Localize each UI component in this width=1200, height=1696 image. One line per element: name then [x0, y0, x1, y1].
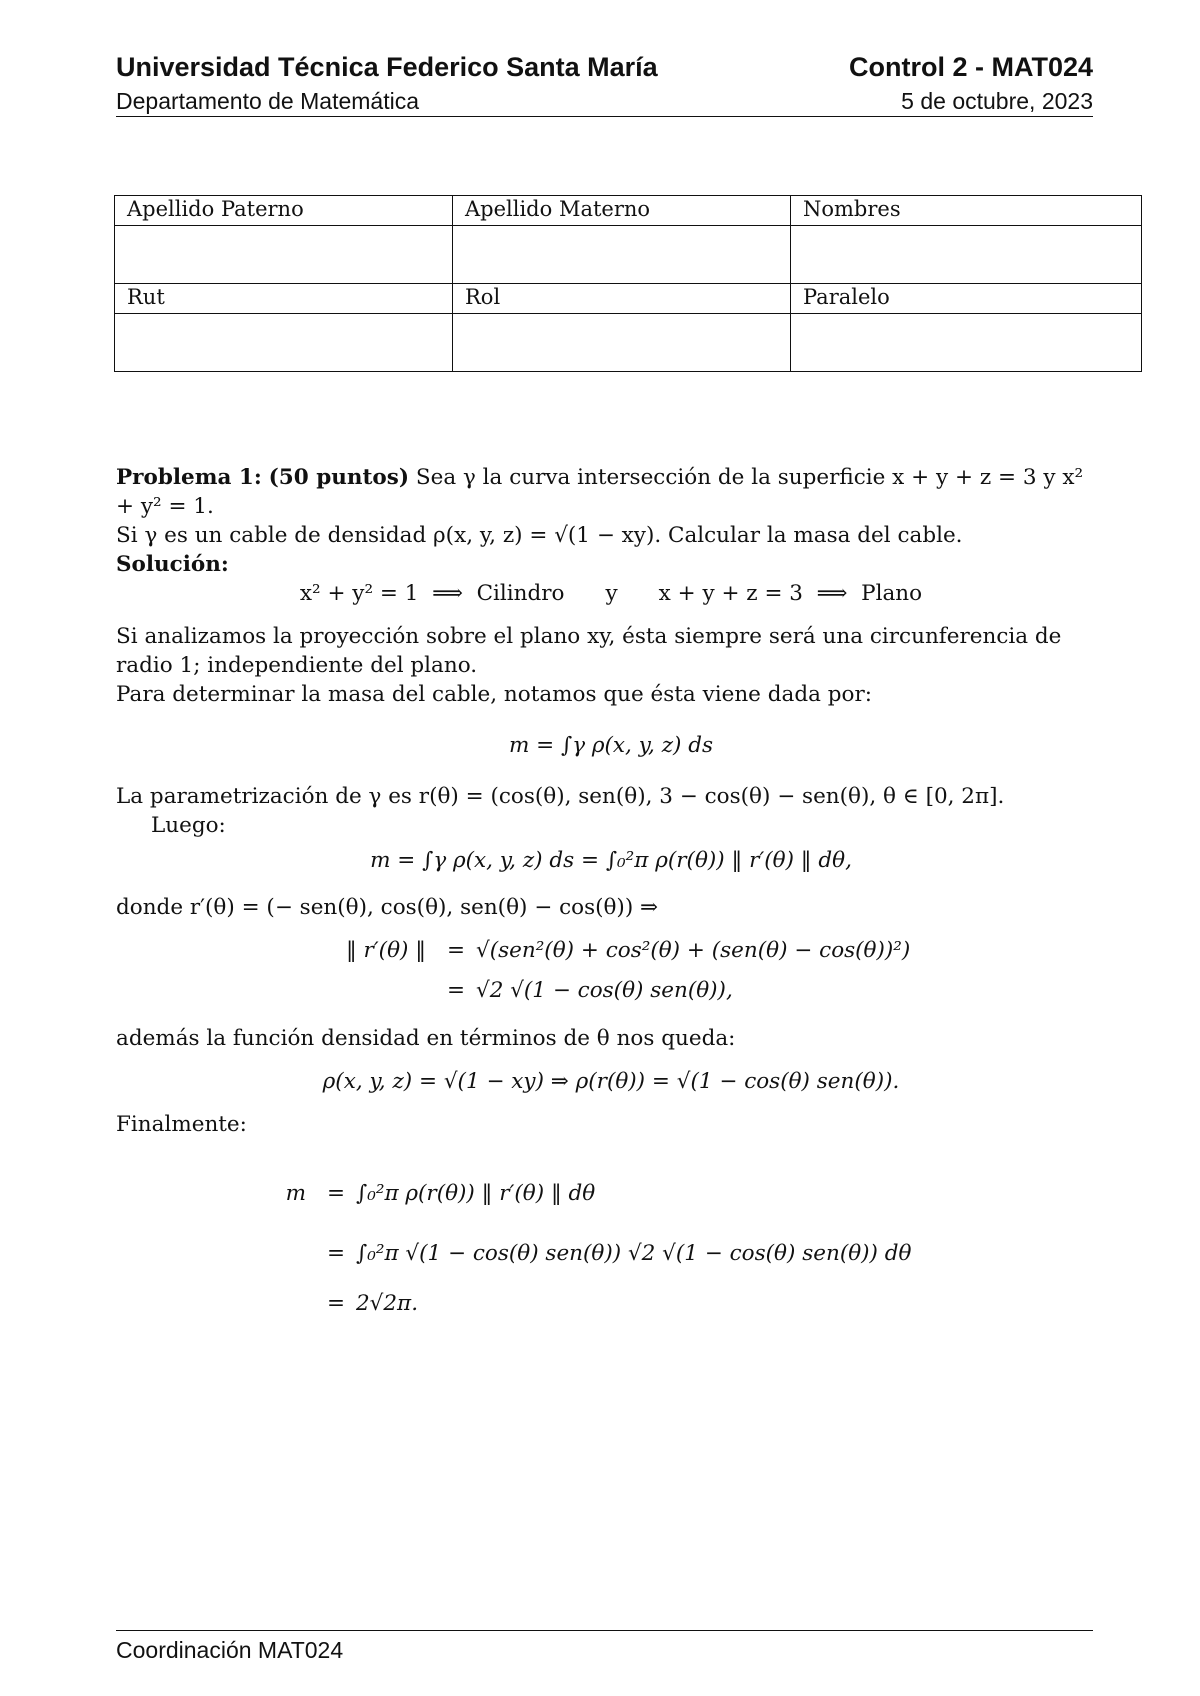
- footer-text: Coordinación MAT024: [116, 1637, 344, 1663]
- problem-body: [116, 463, 1106, 1331]
- exam-date: 5 de octubre, 2023: [901, 88, 1093, 114]
- text-finally: Finalmente:: [116, 1112, 247, 1137]
- equation-surfaces: x² + y² = 1 ⟹ Cilindro y x + y + z = 3 ⟹ Plano: [299, 581, 923, 606]
- field-apellido-paterno[interactable]: [115, 226, 453, 284]
- norm-step-2: √2 √(1 − cos(θ) sen(θ)),: [476, 977, 733, 1003]
- text-derivative: donde r′(θ) = (− sen(θ), cos(θ), sen(θ) − cos(θ)) ⇒: [116, 895, 659, 920]
- field-apellido-materno[interactable]: [453, 226, 791, 284]
- text-projection: Si analizamos la proyección sobre el plano xy, ésta siempre será una circunferencia de radio 1; independiente del plano.: [116, 624, 1062, 678]
- header-divider: [116, 116, 1093, 117]
- equation-density: ρ(x, y, z) = √(1 − xy) ⇒ ρ(r(θ)) = √(1 − cos(θ) sen(θ)).: [322, 1069, 900, 1094]
- label-rol: Rol: [453, 284, 791, 314]
- label-apellido-paterno: Apellido Paterno: [115, 196, 453, 226]
- solution-label: Solución:: [116, 552, 229, 577]
- field-rol[interactable]: [453, 314, 791, 372]
- field-nombres[interactable]: [791, 226, 1142, 284]
- department-name: Departamento de Matemática: [116, 88, 419, 114]
- footer-divider: [116, 1630, 1093, 1631]
- text-density: además la función densidad en términos de θ nos queda:: [116, 1026, 736, 1051]
- text-parametrization: La parametrización de γ es r(θ) = (cos(θ), sen(θ), 3 − cos(θ) − sen(θ), θ ∈ [0, 2π].: [116, 784, 1005, 809]
- university-name: Universidad Técnica Federico Santa María: [116, 52, 658, 82]
- final-derivation: m = ∫₀²π ρ(r(θ)) ‖ r′(θ) ‖ dθ = ∫₀²π √(1 − cos(θ) sen(θ)) √2 √(1 − cos(θ) sen(θ)) dθ = 2√2π.: [116, 1163, 1106, 1323]
- label-paralelo: Paralelo: [791, 284, 1142, 314]
- text-luego: Luego:: [151, 813, 226, 838]
- final-step-1: ∫₀²π ρ(r(θ)) ‖ r′(θ) ‖ dθ: [356, 1180, 596, 1206]
- field-paralelo[interactable]: [791, 314, 1142, 372]
- label-rut: Rut: [115, 284, 453, 314]
- exam-title: Control 2 - MAT024: [848, 52, 1093, 82]
- statement-line-1: Sea γ la curva intersección de la superficie x + y + z = 3 y x² + y² = 1.: [116, 465, 1084, 519]
- text-mass-definition: Para determinar la masa del cable, notamos que ésta viene dada por:: [116, 682, 872, 707]
- statement-line-2: Si γ es un cable de densidad ρ(x, y, z) = √(1 − xy). Calcular la masa del cable.: [116, 523, 963, 548]
- problem-label: Problema 1:: [116, 465, 262, 490]
- final-result: 2√2π.: [356, 1290, 419, 1316]
- norm-derivation: ‖ r′(θ) ‖ = √(sen²(θ) + cos²(θ) + (sen(θ) − cos(θ))²) = √2 √(1 − cos(θ) sen(θ)),: [116, 930, 1106, 1010]
- problem-statement: [116, 463, 1106, 521]
- norm-lhs: ‖ r′(θ) ‖: [345, 937, 426, 963]
- field-rut[interactable]: [115, 314, 453, 372]
- equation-mass: m = ∫γ ρ(x, y, z) ds: [508, 733, 714, 758]
- final-step-2: ∫₀²π √(1 − cos(θ) sen(θ)) √2 √(1 − cos(θ) sen(θ)) dθ: [356, 1240, 912, 1266]
- problem-points: (50 puntos): [268, 465, 410, 490]
- label-nombres: Nombres: [791, 196, 1142, 226]
- equation-mass-parametrized: m = ∫γ ρ(x, y, z) ds = ∫₀²π ρ(r(θ)) ‖ r′(θ) ‖ dθ,: [370, 848, 852, 873]
- student-info-table: [114, 195, 1142, 372]
- label-apellido-materno: Apellido Materno: [453, 196, 791, 226]
- final-lhs: m: [285, 1180, 306, 1206]
- norm-step-1: √(sen²(θ) + cos²(θ) + (sen(θ) − cos(θ))²): [476, 937, 911, 963]
